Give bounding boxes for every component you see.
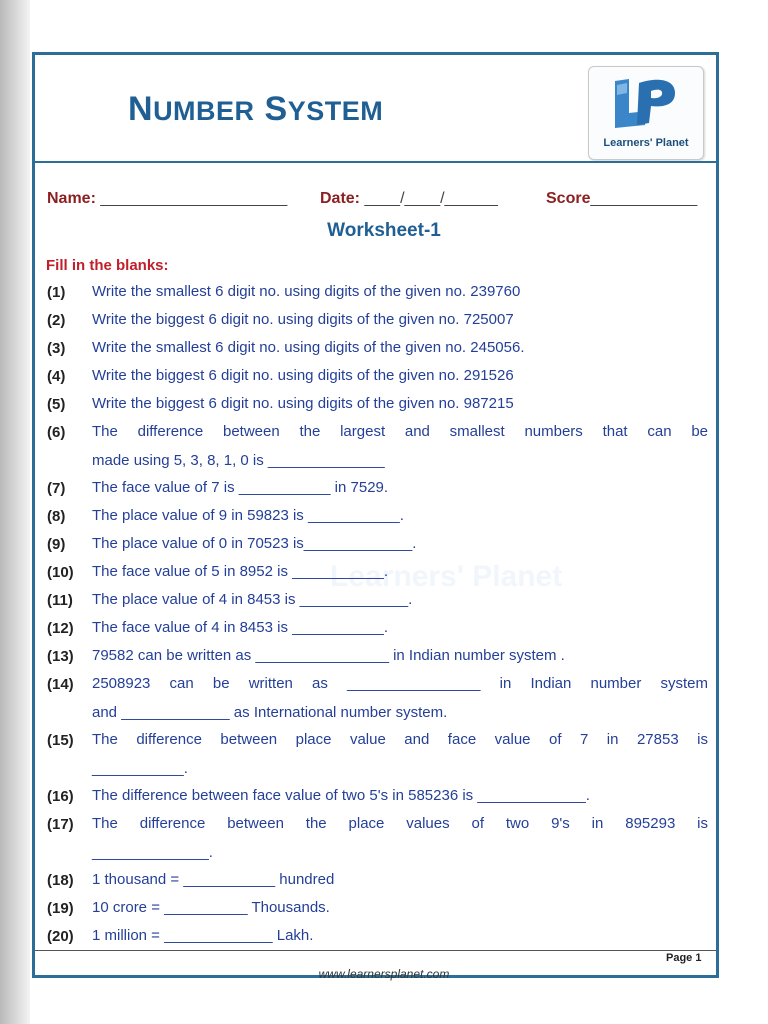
question-text: Write the smallest 6 digit no. using digits of the given no. 239760 [92, 283, 521, 300]
question-continuation: ______________. [92, 844, 213, 861]
question-text: 1 million = _____________ Lakh. [92, 927, 314, 944]
question-number: (11) [47, 592, 73, 609]
question-number: (18) [47, 872, 74, 889]
question-text: Write the smallest 6 digit no. using digits of the given no. 245056. [92, 339, 525, 356]
question-text: The place value of 0 in 70523 is_____________. [92, 535, 417, 552]
footer-divider [35, 950, 716, 951]
name-field[interactable] [47, 190, 287, 208]
question-text: Write the biggest 6 digit no. using digits of the given no. 291526 [92, 367, 514, 384]
question-number: (12) [47, 620, 74, 637]
question-number: (6) [47, 424, 66, 441]
question-text: 79582 can be written as ________________ in Indian number system . [92, 647, 565, 664]
question-text: The face value of 4 in 8453 is ___________. [92, 619, 389, 636]
question-number: (3) [47, 340, 66, 357]
question-continuation: and _____________ as International number system. [92, 704, 448, 721]
page-title: NUMBER SYSTEM [128, 90, 384, 128]
instruction-text: Fill in the blanks: [46, 257, 169, 274]
question-number: (15) [47, 732, 74, 749]
learners-planet-logo [588, 66, 704, 160]
logo-caption: Learners' Planet [603, 137, 689, 149]
question-text: 10 crore = __________ Thousands. [92, 899, 330, 916]
question-number: (2) [47, 312, 66, 329]
score-label: Score [546, 190, 591, 207]
question-number: (4) [47, 368, 66, 385]
header-divider [35, 161, 716, 163]
question-number: (7) [47, 480, 66, 497]
date-blank[interactable]: ____/____/______ [364, 190, 498, 207]
logo-watermark: Learners' Planet [330, 560, 563, 593]
question-text: The difference between face value of two 5's in 585236 is _____________. [92, 787, 590, 804]
question-continuation: made using 5, 3, 8, 1, 0 is ______________ [92, 452, 385, 469]
name-blank[interactable]: _____________________ [100, 190, 288, 207]
question-text: 2508923 can be written as ________________ in Indian number system [92, 675, 708, 692]
question-text: The face value of 5 in 8952 is ___________. [92, 563, 389, 580]
question-number: (10) [47, 564, 74, 581]
question-text: The difference between the largest and smallest numbers that can be [92, 423, 708, 440]
page-binding-shadow [0, 0, 30, 1024]
question-text: The place value of 4 in 8453 is _____________. [92, 591, 413, 608]
question-number: (8) [47, 508, 66, 525]
question-number: (5) [47, 396, 66, 413]
question-text: The face value of 7 is ___________ in 7529. [92, 479, 389, 496]
question-text: Write the biggest 6 digit no. using digits of the given no. 987215 [92, 395, 514, 412]
question-number: (13) [47, 648, 74, 665]
question-text: 1 thousand = ___________ hundred [92, 871, 335, 888]
score-blank[interactable]: ____________ [590, 190, 698, 207]
question-text: The difference between the place values of two 9's in 895293 is [92, 815, 708, 832]
question-text: Write the biggest 6 digit no. using digits of the given no. 725007 [92, 311, 514, 328]
question-number: (1) [47, 284, 66, 301]
date-label: Date: [320, 190, 361, 207]
score-field[interactable] [546, 190, 697, 208]
question-number: (20) [47, 928, 74, 945]
lp-logo-icon [609, 73, 683, 135]
question-number: (19) [47, 900, 74, 917]
question-number: (14) [47, 676, 74, 693]
footer-url: www.learnersplanet.com [318, 967, 450, 981]
name-label: Name: [47, 190, 96, 207]
question-number: (16) [47, 788, 74, 805]
date-field[interactable] [320, 190, 498, 208]
question-continuation: ___________. [92, 760, 188, 777]
question-text: The difference between place value and face value of 7 in 27853 is [92, 731, 708, 748]
worksheet-title: Worksheet-1 [327, 220, 441, 241]
question-number: (17) [47, 816, 74, 833]
question-text: The place value of 9 in 59823 is ___________. [92, 507, 404, 524]
page-number: Page 1 [666, 952, 702, 964]
question-number: (9) [47, 536, 66, 553]
